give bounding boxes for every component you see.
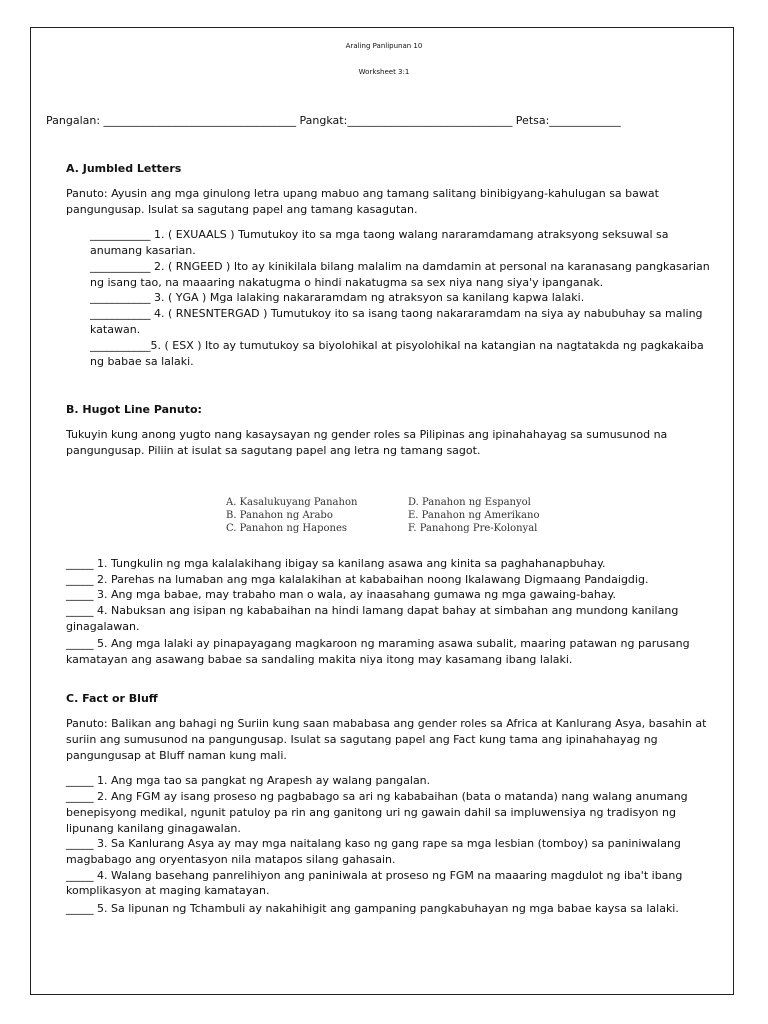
section-c-item-4-cont: komplikasyon at maging kamatayan. bbox=[66, 884, 270, 897]
section-a-title: A. Jumbled Letters bbox=[66, 162, 182, 175]
section-c-item-2: _____ 2. Ang FGM ay isang proseso ng pagbabago sa ari ng kababaihan (bata o matanda) nang walang anumang bbox=[66, 790, 688, 803]
section-a-item-4: ___________ 4. ( RNESNTERGAD ) Tumutukoy ito sa isang taong nakararamdam na siya ay nabubuhay sa maling bbox=[90, 307, 703, 320]
section-a-item-1-cont: anumang kasarian. bbox=[90, 244, 196, 257]
section-b-item-3: _____ 3. Ang mga babae, may trabaho man o wala, ay inaasahang gumawa ng mga gawaing-bahay. bbox=[66, 588, 616, 601]
section-a-item-5-cont: ng babae sa lalaki. bbox=[90, 355, 194, 368]
choices-column-left bbox=[226, 496, 357, 535]
section-a-item-2: ___________ 2. ( RNGEED ) Ito ay kinikilala bilang malalim na damdamin at personal na karanasang pangkasarian bbox=[90, 260, 710, 273]
section-c-instructions-line3: pangungusap at Bluff naman kung mali. bbox=[66, 749, 287, 762]
section-a-item-3: ___________ 3. ( YGA ) Mga lalaking nakararamdam ng atraksyon sa kanilang kapwa lalaki. bbox=[90, 291, 585, 304]
choice-f: F. Panahong Pre-Kolonyal bbox=[408, 523, 538, 534]
section-c-item-3-cont: magbabago ang oryentasyon nila matapos silang gahasain. bbox=[66, 853, 396, 866]
section-c-instructions-line2: suriin ang sumusunod na pangungusap. Isulat sa sagutang papel ang Fact kung tama ang ipinahahayag ng bbox=[66, 733, 658, 746]
student-info-line: Pangalan: ___________________________________ Pangkat:______________________________ Petsa:_____________ bbox=[46, 114, 621, 127]
choice-b: B. Panahon ng Arabo bbox=[226, 510, 333, 521]
section-b-instructions-line1: Tukuyin kung anong yugto nang kasaysayan ng gender roles sa Pilipinas ang ipinahahayag sa sumusunod na bbox=[66, 428, 668, 441]
section-c-item-1: _____ 1. Ang mga tao sa pangkat ng Arapesh ay walang pangalan. bbox=[66, 774, 431, 787]
section-a-instructions-line1: Panuto: Ayusin ang mga ginulong letra upang mabuo ang tamang salitang binibigyang-kahulugan sa bawat bbox=[66, 187, 659, 200]
section-b-item-2: _____ 2. Parehas na lumaban ang mga kalalakihan at kababaihan noong Ikalawang Digmaang Pandaigdig. bbox=[66, 573, 649, 586]
section-a-instructions-line2: pangungusap. Isulat sa sagutang papel ang tamang kasagutan. bbox=[66, 203, 418, 216]
section-a-item-2-cont: ng isang tao, na maaaring nakatugma o hindi nakatugma sa sex niya nang siya'y ipanganak. bbox=[90, 276, 604, 289]
worksheet-title: Worksheet 3:1 bbox=[358, 68, 410, 76]
choice-e: E. Panahon ng Amerikano bbox=[408, 510, 540, 521]
section-c-title: C. Fact or Bluff bbox=[66, 692, 158, 705]
choice-d: D. Panahon ng Espanyol bbox=[408, 497, 531, 508]
section-b-item-4: _____ 4. Nabuksan ang isipan ng kababaihan na hindi lamang dapat bahay at simbahan ang mundong kanilang bbox=[66, 604, 679, 617]
section-b-item-1: _____ 1. Tungkulin ng mga kalalakihang ibigay sa kanilang asawa ang kinita sa paghahanapbuhay. bbox=[66, 557, 606, 570]
section-a-item-1: ___________ 1. ( EXUAALS ) Tumutukoy ito sa mga taong walang nararamdamang atraksyong seksuwal sa bbox=[90, 228, 669, 241]
choices-column-right bbox=[408, 496, 539, 535]
section-c-item-4: _____ 4. Walang basehang panrelihiyon ang paniniwala at proseso ng FGM na maaaring magdulot ng iba't ibang bbox=[66, 869, 683, 882]
section-b-instructions-line2: pangungusap. Piliin at isulat sa sagutang papel ang letra ng tamang sagot. bbox=[66, 444, 481, 457]
section-b-item-5: _____ 5. Ang mga lalaki ay pinapayagang magkaroon ng maraming asawa subalit, maaring patawan ng parusang bbox=[66, 637, 690, 650]
section-c-item-3: _____ 3. Sa Kanlurang Asya ay may mga naitalang kaso ng gang rape sa mga lesbian (tomboy) sa paniniwalang bbox=[66, 837, 681, 850]
section-b-item-5-cont: kamatayan ang asawang babae sa sandaling makita niya itong may kasamang ibang lalaki. bbox=[66, 653, 573, 666]
section-a-item-4-cont: katawan. bbox=[90, 323, 141, 336]
section-c-item-5: _____ 5. Sa lipunan ng Tchambuli ay nakahihigit ang gampaning pangkabuhayan ng mga babae kaysa sa lalaki. bbox=[66, 902, 679, 915]
choice-a: A. Kasalukuyang Panahon bbox=[226, 497, 358, 508]
section-b-item-4-cont: ginagalawan. bbox=[66, 620, 140, 633]
section-b-title: B. Hugot Line Panuto: bbox=[66, 403, 202, 416]
subject-title: Araling Panlipunan 10 bbox=[345, 42, 423, 50]
section-c-instructions-line1: Panuto: Balikan ang bahagi ng Suriin kung saan mababasa ang gender roles sa Africa at Kanlurang Asya, basahin at bbox=[66, 717, 707, 730]
section-c-item-2-cont: benepisyong medikal, ngunit patuloy pa rin ang ganitong uri ng gawain dahil sa impluwensiya ng tradisyon ng bbox=[66, 806, 676, 819]
section-c-item-2-cont2: lipunang kanilang ginagawalan. bbox=[66, 822, 241, 835]
section-a-item-5: ___________5. ( ESX ) Ito ay tumutukoy sa biyolohikal at pisyolohikal na katangian na nagtatakda ng pagkakaiba bbox=[90, 339, 704, 352]
choice-c: C. Panahon ng Hapones bbox=[226, 523, 347, 534]
